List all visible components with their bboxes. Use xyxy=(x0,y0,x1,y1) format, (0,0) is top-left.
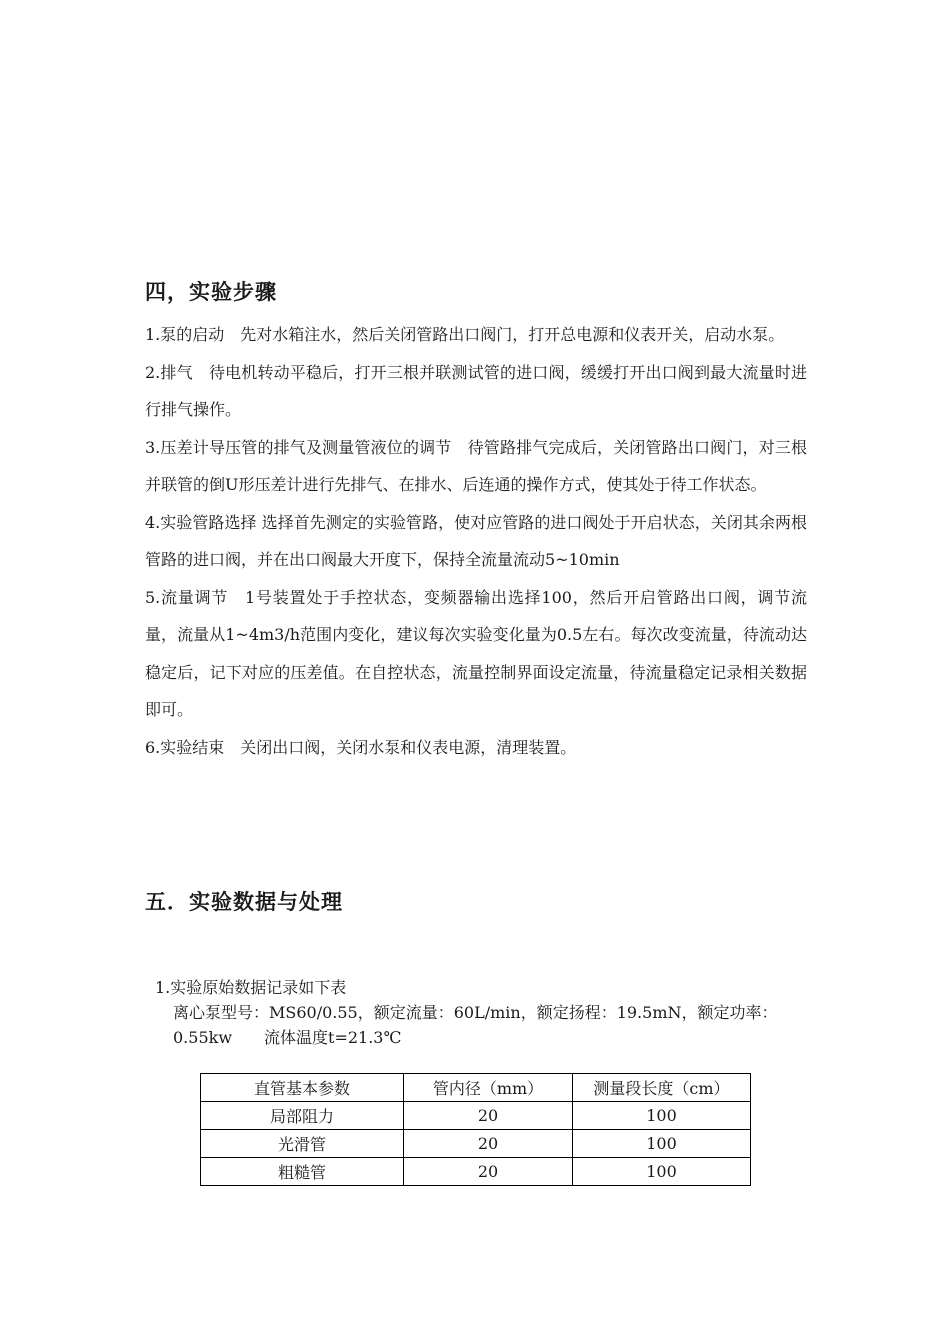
table-header-cell: 直管基本参数 xyxy=(201,1074,404,1102)
table-cell: 100 xyxy=(573,1102,751,1130)
table-cell: 20 xyxy=(404,1102,573,1130)
step-3: 3.压差计导压管的排气及测量管液位的调节 待管路排气完成后，关闭管路出口阀门，对三根并联管的倒U形压差计进行先排气、在排水、后连通的操作方式，使其处于待工作状态。 xyxy=(145,437,807,494)
table-cell: 100 xyxy=(573,1130,751,1158)
table-cell: 局部阻力 xyxy=(201,1102,404,1130)
step-2: 2.排气 待电机转动平稳后，打开三根并联测试管的进口阀，缓缓打开出口阀到最大流量时进行排气操作。 xyxy=(145,362,807,419)
section-5-heading: 五．实验数据与处理 xyxy=(145,890,343,914)
step-6: 6.实验结束 关闭出口阀，关闭水泵和仪表电源，清理装置。 xyxy=(145,737,577,757)
table-header-row xyxy=(201,1074,751,1102)
step-5: 5.流量调节 1号装置处于手控状态，变频器输出选择100，然后开启管路出口阀，调节流量，流量从1~4m3/h范围内变化，建议每次实验变化量为0.5左右。每次改变流量，待流动达稳定后，记下对应的压差值。在自控状态，流量控制界面设定流量，待流量稳定记录相关数据即可。 xyxy=(145,587,807,719)
raw-data-subtitle: 1.实验原始数据记录如下表 xyxy=(155,978,347,997)
table-cell: 20 xyxy=(404,1158,573,1186)
table-cell: 粗糙管 xyxy=(201,1158,404,1186)
table-row xyxy=(201,1158,751,1186)
table-row xyxy=(201,1102,751,1130)
table-cell: 100 xyxy=(573,1158,751,1186)
table-row xyxy=(201,1130,751,1158)
section-4-heading: 四，实验步骤 xyxy=(145,280,277,304)
table-cell: 光滑管 xyxy=(201,1130,404,1158)
raw-data-block xyxy=(155,975,805,1050)
pipe-parameters-table xyxy=(200,1073,751,1186)
table-cell: 20 xyxy=(404,1130,573,1158)
experiment-steps xyxy=(145,316,807,766)
table-header-cell: 测量段长度（cm） xyxy=(573,1074,751,1102)
pump-info: 离心泵型号：MS60/0.55，额定流量：60L/min，额定扬程：19.5mN，额定功率：0.55kw 流体温度t=21.3℃ xyxy=(173,1003,778,1047)
step-4: 4.实验管路选择 选择首先测定的实验管路，使对应管路的进口阀处于开启状态，关闭其余两根管路的进口阀，并在出口阀最大开度下，保持全流量流动5~10min xyxy=(145,512,807,569)
table-header-cell: 管内径（mm） xyxy=(404,1074,573,1102)
step-1: 1.泵的启动 先对水箱注水，然后关闭管路出口阀门，打开总电源和仪表开关，启动水泵。 xyxy=(145,325,785,344)
